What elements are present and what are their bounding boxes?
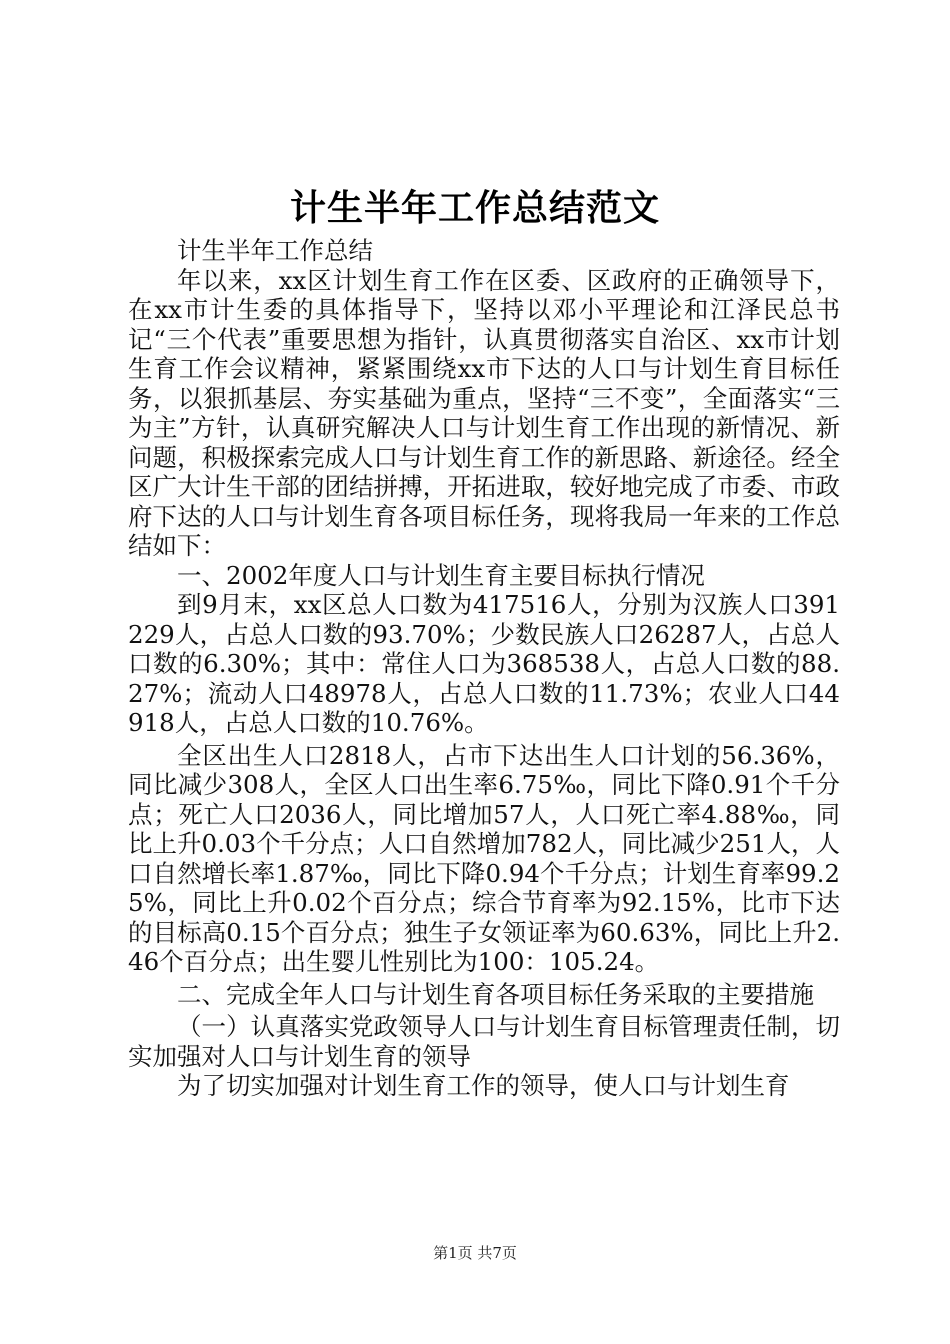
measures-paragraph: 为了切实加强对计划生育工作的领导，使人口与计划生育	[177, 1071, 790, 1100]
page-footer: 第1页 共7页	[433, 1244, 517, 1262]
subtitle-paragraph: 计生半年工作总结	[177, 236, 373, 265]
section-heading-2: 二、完成全年人口与计划生育各项目标任务采取的主要措施	[177, 979, 814, 1009]
section-heading-1: 一、2002年度人口与计划生育主要目标执行情况	[177, 560, 705, 590]
document-body	[128, 236, 840, 1101]
document-title: 计生半年工作总结范文	[289, 187, 660, 229]
population-paragraph: 到9月末，xx区总人口数为417516人，分别为汉族人口391229人，占总人口数的93.70%；少数民族人口26287人，占总人口数的6.30%；其中：常住人口为368538人，占总人口数的88.27%；流动人口48978人，占总人口数的11.73%；农业人口44918人，占总人口数的10.76%。	[128, 590, 840, 737]
subsection-heading-1: （一）认真落实党政领导人口与计划生育目标管理责任制，切实加强对人口与计划生育的领导	[128, 1012, 840, 1071]
intro-paragraph: 年以来，xx区计划生育工作在区委、区政府的正确领导下，在xx市计生委的具体指导下，坚持以邓小平理论和江泽民总书记“三个代表”重要思想为指针，认真贯彻落实自治区、xx市计划生育工作会议精神，紧紧围绕xx市下达的人口与计划生育目标任务，以狠抓基层、夯实基础为重点，坚持“三不变”，全面落实“三为主”方针，认真研究解决人口与计划生育工作出现的新情况、新问题，积极探索完成人口与计划生育工作的新思路、新途径。经全区广大计生干部的团结拼搏，开拓进取，较好地完成了市委、市政府下达的人口与计划生育各项目标任务，现将我局一年来的工作总结如下：	[128, 265, 840, 560]
birth-statistics-paragraph: 全区出生人口2818人，占市下达出生人口计划的56.36%，同比减少308人，全区人口出生率6.75‰，同比下降0.91个千分点；死亡人口2036人，同比增加57人，人口死亡率4.88‰，同比上升0.03个千分点；人口自然增加782人，同比减少251人，人口自然增长率1.87‰，同比下降0.94个千分点；计划生育率99.25%，同比上升0.02个百分点；综合节育率为92.15%，比市下达的目标高0.15个百分点；独生子女领证率为60.63%，同比上升2.46个百分点；出生婴儿性别比为100：105.24。	[128, 740, 840, 976]
